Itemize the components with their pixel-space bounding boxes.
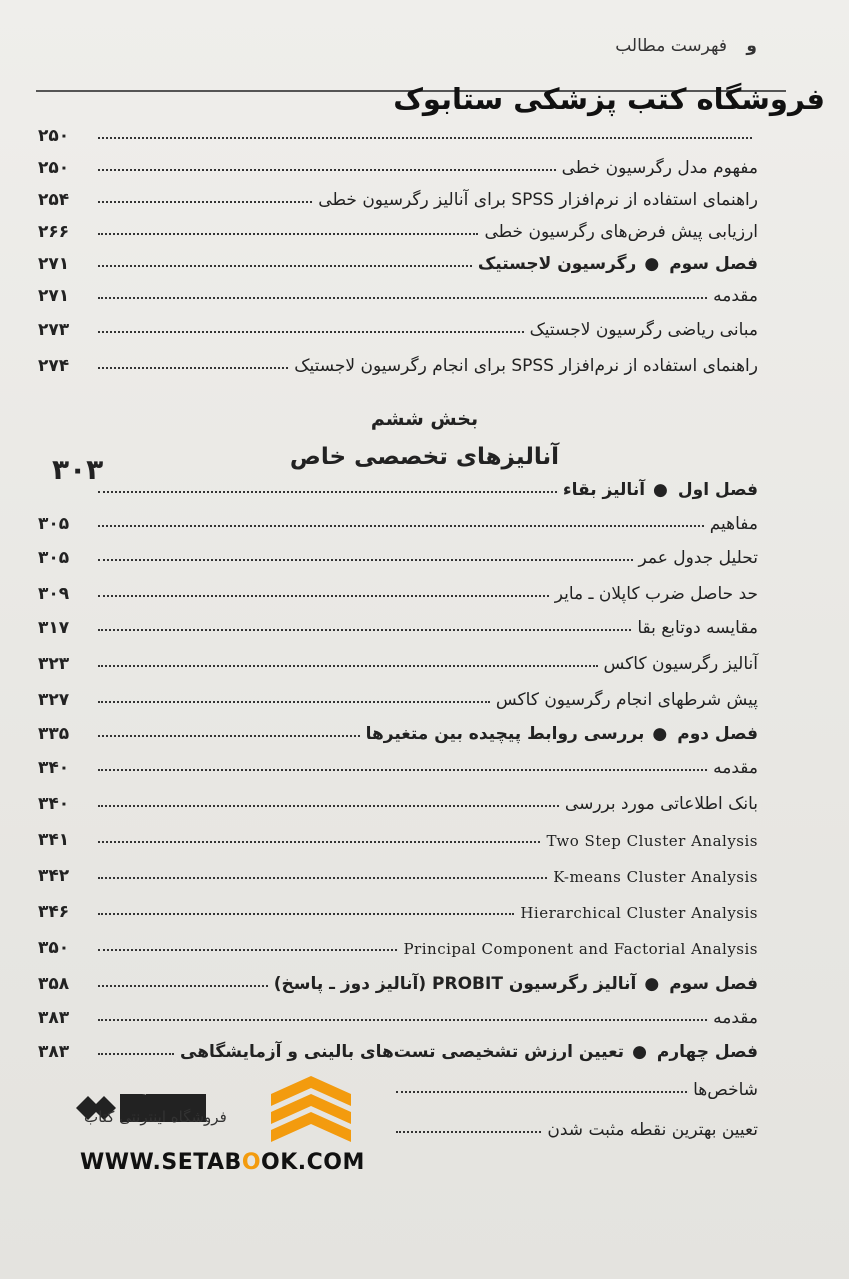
toc-title: مبانی ریاضی رگرسیون لاجستیک bbox=[529, 320, 758, 340]
toc-row bbox=[38, 342, 758, 376]
toc-title: راهنمای استفاده از نرم‌افزار SPSS برای انجام رگرسیون لاجستیک bbox=[294, 356, 758, 376]
toc-title: مفاهیم bbox=[709, 514, 758, 534]
toc-title: راهنمای استفاده از نرم‌افزار SPSS برای آنالیز رگرسیون خطی bbox=[318, 190, 758, 210]
toc-page-number: ۲۵۰ bbox=[38, 158, 70, 178]
section-label: بخش ششم bbox=[370, 408, 479, 430]
section-title: آنالیزهای تخصصی خاص bbox=[289, 444, 560, 470]
dot-leader bbox=[98, 769, 707, 771]
dot-leader bbox=[98, 841, 540, 843]
dot-leader bbox=[98, 559, 633, 561]
dot-leader bbox=[98, 735, 360, 737]
toc-row bbox=[38, 960, 758, 994]
toc-title: حد حاصل ضرب کاپلان ـ مایر bbox=[554, 584, 758, 604]
toc-page-number: ۳۲۷ bbox=[38, 690, 70, 710]
dot-leader bbox=[396, 1131, 541, 1133]
toc-page-number: ۳۸۳ bbox=[38, 1008, 70, 1028]
toc-row bbox=[38, 640, 758, 674]
toc-title: K-means Cluster Analysis bbox=[553, 868, 758, 886]
toc-page-number: ۳۰۵ bbox=[38, 514, 70, 534]
site-part: WWW.SETAB bbox=[80, 1150, 242, 1175]
site-o: O bbox=[241, 1150, 262, 1175]
toc-row bbox=[38, 924, 758, 958]
toc-title: مفهوم مدل رگرسیون خطی bbox=[561, 158, 758, 178]
dot-leader bbox=[98, 265, 472, 267]
bullet-icon: ● bbox=[644, 254, 660, 274]
toc-row bbox=[38, 710, 758, 744]
toc-title: آنالیز بقاء bbox=[562, 480, 646, 500]
toc-page-number: ۳۴۶ bbox=[38, 902, 70, 922]
toc-row bbox=[38, 306, 758, 340]
toc-title: تعیین ارزش تشخیصی تست‌های بالینی و آزمایشگاهی bbox=[180, 1042, 625, 1062]
toc-row bbox=[38, 272, 758, 306]
toc-row bbox=[38, 466, 758, 500]
dot-leader bbox=[98, 949, 397, 951]
toc-title: مقدمه bbox=[713, 758, 758, 778]
dot-leader bbox=[98, 367, 288, 369]
logo-tagline: فروشگاه اینترنتی کتاب bbox=[84, 1108, 227, 1126]
dot-leader bbox=[98, 1053, 174, 1055]
dot-leader bbox=[98, 169, 556, 171]
toc-title: مقدمه bbox=[713, 286, 758, 306]
toc-row bbox=[38, 534, 758, 568]
toc-title: بررسی روابط پیچیده بین متغیرها bbox=[365, 724, 645, 744]
toc-title: پیش شرطهای انجام رگرسیون کاکس bbox=[495, 690, 758, 710]
dot-leader bbox=[98, 629, 631, 631]
toc-title: بانک اطلاعاتی مورد بررسی bbox=[564, 794, 758, 814]
toc-row bbox=[38, 1028, 758, 1062]
chapter-label: فصل دوم bbox=[677, 724, 758, 744]
toc-page-number: ۳۵۸ bbox=[38, 974, 70, 994]
toc-title: تعیین بهترین نقطه مثبت شدن bbox=[547, 1120, 758, 1140]
bullet-icon: ● bbox=[653, 480, 668, 500]
toc-page-number: ۳۸۳ bbox=[38, 1042, 70, 1062]
toc-title: آنالیز رگرسیون PROBIT (آنالیز دوز ـ پاسخ) bbox=[273, 974, 637, 994]
toc-row bbox=[38, 676, 758, 710]
toc-page-number: ۳۰۹ bbox=[38, 584, 70, 604]
toc-row bbox=[38, 994, 758, 1028]
dot-leader bbox=[98, 1019, 707, 1021]
dot-leader bbox=[98, 985, 268, 987]
dot-leader bbox=[98, 913, 514, 915]
dot-leader bbox=[98, 665, 598, 667]
toc-title: Hierarchical Cluster Analysis bbox=[520, 904, 758, 922]
website-url bbox=[80, 1150, 365, 1175]
toc-title: رگرسیون لاجستیک bbox=[477, 254, 637, 274]
toc-title: مقدمه bbox=[713, 1008, 758, 1028]
toc-row bbox=[390, 1106, 758, 1140]
toc-page-number: ۳۴۱ bbox=[38, 830, 70, 850]
toc-page-number: ۲۷۱ bbox=[38, 286, 70, 306]
page-letter: و bbox=[746, 36, 757, 56]
dot-leader bbox=[98, 805, 559, 807]
toc-title: Two Step Cluster Analysis bbox=[546, 832, 758, 850]
dot-leader bbox=[98, 491, 557, 493]
bullet-icon: ● bbox=[644, 974, 660, 994]
toc-page-number: ۲۵۴ bbox=[38, 190, 70, 210]
toc-page-number: ۳۴۰ bbox=[38, 758, 70, 778]
toc-title: Principal Component and Factorial Analysis bbox=[403, 940, 758, 958]
chapter-label: فصل چهارم bbox=[656, 1042, 758, 1062]
toc-page-number: ۲۵۰ bbox=[38, 126, 70, 146]
toc-row bbox=[38, 780, 758, 814]
toc-page-number: ۳۵۰ bbox=[38, 938, 70, 958]
chapter-label: فصل سوم bbox=[669, 254, 758, 274]
toc-row bbox=[38, 816, 758, 850]
bullet-icon: ● bbox=[632, 1042, 647, 1062]
toc-page-number: ۲۷۱ bbox=[38, 254, 70, 274]
toc-row bbox=[390, 1066, 758, 1100]
toc-page-number: ۲۶۶ bbox=[38, 222, 70, 242]
dot-leader bbox=[98, 595, 549, 597]
toc-page-number: ۳۰۵ bbox=[38, 548, 70, 568]
toc-page-number: ۳۴۲ bbox=[38, 866, 70, 886]
dot-leader bbox=[396, 1091, 687, 1093]
dot-leader bbox=[98, 137, 752, 139]
toc-page-number: ۳۴۰ bbox=[38, 794, 70, 814]
toc-row bbox=[38, 208, 758, 242]
toc-row bbox=[38, 888, 758, 922]
dot-leader bbox=[98, 331, 524, 333]
toc-title: ارزیابی پیش فرض‌های رگرسیون خطی bbox=[484, 222, 758, 242]
site-part: OK.COM bbox=[261, 1150, 365, 1175]
toc-row bbox=[38, 176, 758, 210]
chapter-label: فصل اول bbox=[677, 480, 758, 500]
toc-title: آنالیز رگرسیون کاکس bbox=[603, 654, 758, 674]
section-page-number: ۳۰۳ bbox=[52, 453, 104, 486]
dot-leader bbox=[98, 525, 704, 527]
chapter-label: فصل سوم bbox=[669, 974, 758, 994]
toc-row bbox=[38, 240, 758, 274]
toc-title: تحلیل جدول عمر bbox=[638, 548, 758, 568]
toc-title: مقایسه دوتابع بقا bbox=[637, 618, 758, 638]
toc-page-number: ۳۱۷ bbox=[38, 618, 70, 638]
toc-row bbox=[38, 744, 758, 778]
toc-row bbox=[38, 570, 758, 604]
toc-row bbox=[38, 604, 758, 638]
dot-leader bbox=[98, 877, 547, 879]
dot-leader bbox=[98, 233, 478, 235]
dot-leader bbox=[98, 201, 312, 203]
toc-row bbox=[38, 112, 758, 146]
toc-page-number: ۲۷۴ bbox=[38, 356, 70, 376]
header-title: فهرست مطالب bbox=[615, 36, 728, 56]
toc-row bbox=[38, 144, 758, 178]
dot-leader bbox=[98, 701, 490, 703]
toc-row bbox=[38, 500, 758, 534]
toc-page-number: ۲۷۳ bbox=[38, 320, 70, 340]
toc-row bbox=[38, 852, 758, 886]
toc-page-number: ۳۲۳ bbox=[38, 654, 70, 674]
toc-page-number: ۳۳۵ bbox=[38, 724, 70, 744]
toc-title: شاخص‌ها bbox=[693, 1080, 758, 1100]
bullet-icon: ● bbox=[652, 724, 668, 744]
watermark-text: فروشگاه کتب پزشکی ستابوک bbox=[393, 82, 825, 116]
dot-leader bbox=[98, 297, 707, 299]
